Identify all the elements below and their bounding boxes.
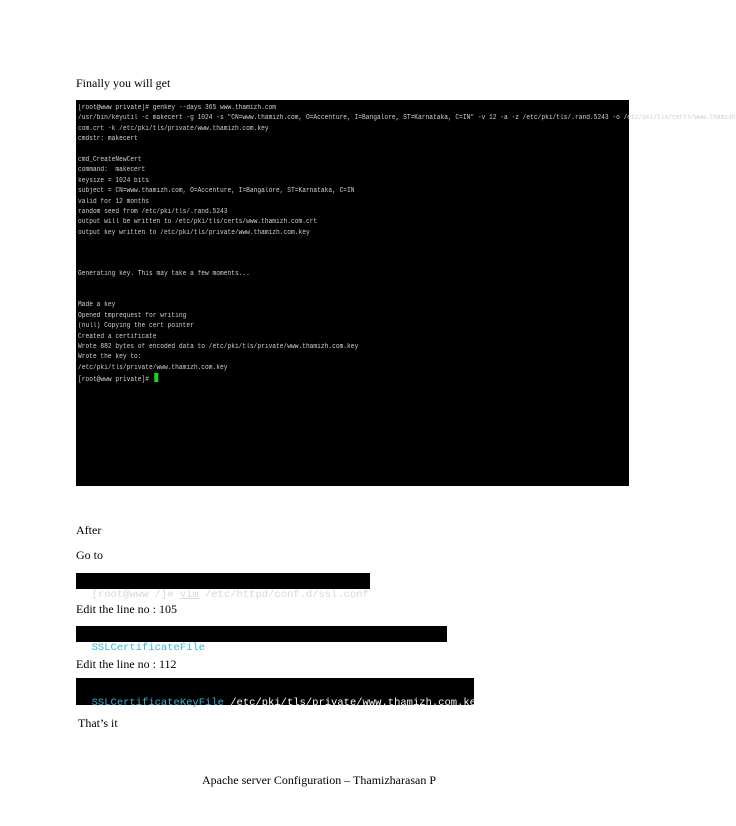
terminal-line — [78, 259, 530, 269]
terminal-line: random seed from /etc/pki/tls/.rand.5243 — [78, 207, 228, 216]
terminal-line: /usr/bin/keyutil -c makecert -g 1024 -s "CN=www.thamizh.com, O=Accenture, I=Bangalore, ST=Karnataka, C=IN" -v 12 -a -z /etc/pki/tls/.rand.5243 -o /etc/pki/tls/certs/www.thamizh — [78, 114, 736, 123]
terminal-line — [78, 280, 530, 290]
terminal-lines — [78, 103, 736, 373]
terminal-line — [78, 145, 530, 155]
terminal-line: output will be written to /etc/pki/tls/certs/www.thamizh.com.crt — [78, 218, 318, 227]
terminal-line: cmdstr: makecert — [78, 135, 138, 144]
terminal-line: Generating key. This may take a few moments... — [78, 270, 250, 279]
intro-text: Finally you will get — [76, 76, 171, 90]
terminal-line: subject = CN=www.thamizh.com, O=Accenture, I=Bangalore, ST=Karnataka, C=IN — [78, 187, 355, 196]
command-path: /etc/httpd/conf.d/ssl.conf — [198, 589, 369, 601]
terminal-line: com.crt -k /etc/pki/tls/private/www.thamizh.com.key — [78, 124, 269, 133]
terminal-output — [76, 100, 736, 486]
ssl-certificate-key-file-snippet — [76, 678, 483, 709]
terminal-line: Opened tmprequest for writing — [78, 311, 187, 320]
ssl-certificate-file-snippet — [76, 626, 451, 654]
goto-command-snippet — [76, 573, 370, 601]
terminal-line: /etc/pki/tls/private/www.thamizh.com.key — [78, 363, 228, 372]
terminal-line: [root@www private]# genkey --days 365 www.thamizh.com — [78, 104, 277, 112]
ssl-certificate-key-file-directive: SSLCertificateKeyFile — [91, 697, 224, 709]
ssl-certificate-file-path: /etc/pki/tls/certs/www.thamizh.com.crt — [205, 642, 451, 654]
terminal-line: cmd_CreateNewCert — [78, 155, 142, 164]
terminal-line: (null) Copying the cert pointer — [78, 322, 194, 331]
terminal-line: valid for 12 months — [78, 197, 150, 206]
goto-text: Go to — [76, 548, 103, 562]
after-text: After — [76, 523, 102, 537]
thats-it-text: That’s it — [78, 716, 118, 730]
terminal-prompt-line — [78, 373, 530, 383]
page-footer: Apache server Configuration – Thamizharasan P — [201, 773, 437, 787]
terminal-line: command: makecert — [78, 166, 146, 175]
terminal-prompt: [root@www private]# — [78, 376, 150, 385]
terminal-line: output key written to /etc/pki/tls/private/www.thamizh.com.key — [78, 228, 310, 237]
edit-line-112-text: Edit the line no : 112 — [76, 657, 177, 671]
terminal-cursor — [154, 373, 158, 382]
terminal-line: Wrote 882 bytes of encoded data to /etc/pki/tls/private/www.thamizh.com.key — [78, 342, 359, 351]
terminal-line: Wrote the key to: — [78, 353, 142, 362]
terminal-line: Created a certificate — [78, 332, 157, 341]
terminal-line — [78, 290, 530, 300]
command-vim: vim — [179, 589, 199, 601]
terminal-line — [78, 248, 530, 258]
ssl-certificate-key-file-path: /etc/pki/tls/private/www.thamizh.com.key — [223, 697, 483, 709]
terminal-line: Made a key — [78, 301, 116, 310]
command-prompt: [root@www /]# — [91, 589, 180, 601]
terminal-line: keysize = 1024 bits — [78, 176, 150, 185]
edit-line-105-text: Edit the line no : 105 — [76, 602, 177, 616]
terminal-line — [78, 238, 530, 248]
ssl-certificate-file-directive: SSLCertificateFile — [91, 642, 206, 654]
